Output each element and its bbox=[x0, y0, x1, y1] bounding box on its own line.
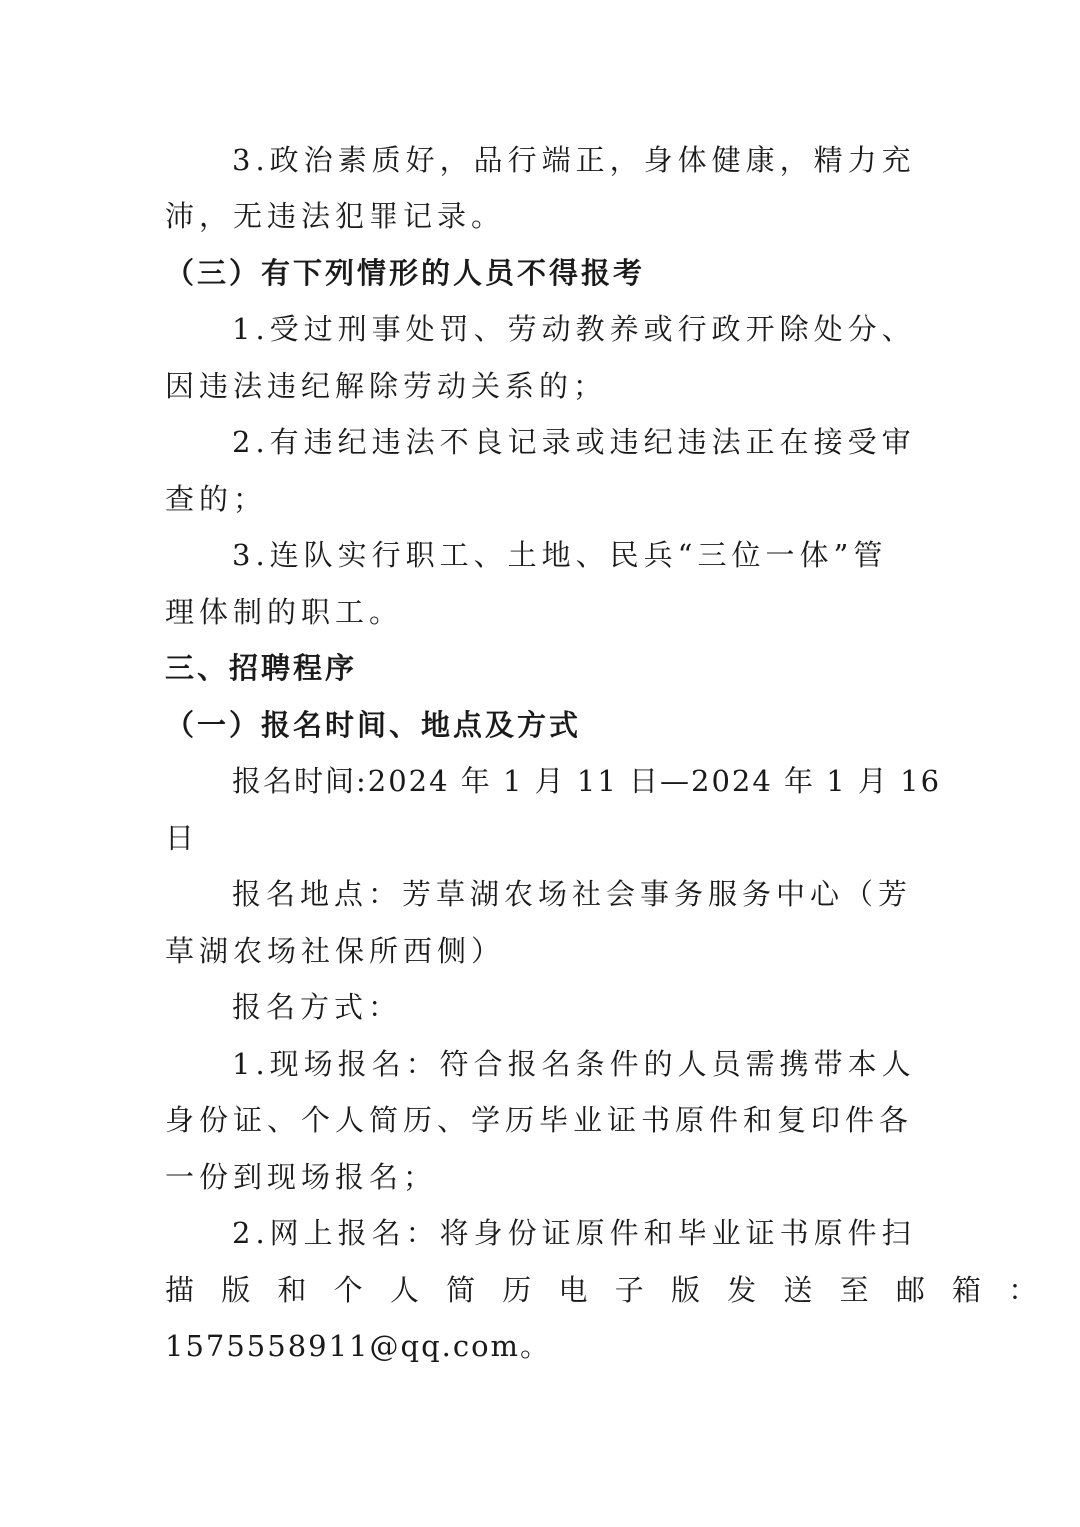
text-line: 3.政治素质好，品行端正，身体健康，精力充 bbox=[232, 143, 916, 177]
text-line: 2.网上报名：将身份证原件和毕业证书原件扫 bbox=[232, 1216, 916, 1250]
section-subheading: （一）报名时间、地点及方式 bbox=[165, 708, 582, 742]
text-line: 草湖农场社保所西侧） bbox=[165, 934, 506, 968]
text-line: 描 版 和 个 人 简 历 电 子 版 发 送 至 邮 箱 ： bbox=[165, 1273, 1047, 1307]
section-heading: 三、招聘程序 bbox=[165, 651, 358, 685]
text-line: 2.有违纪违法不良记录或违纪违法正在接受审 bbox=[232, 425, 916, 459]
text-line: 身份证、个人简历、学历毕业证书原件和复印件各 bbox=[165, 1103, 914, 1137]
email-address: 1575558911@qq.com。 bbox=[165, 1329, 552, 1363]
text-line: 报名方式： bbox=[232, 990, 403, 1024]
text-line: 一份到现场报名； bbox=[165, 1160, 438, 1194]
text-line: 报名地点：芳草湖农场社会事务服务中心（芳 bbox=[232, 877, 913, 911]
text-line: 日 bbox=[165, 821, 200, 855]
text-line: 沛，无违法犯罪记录。 bbox=[165, 199, 506, 233]
text-line: 1.受过刑事处罚、劳动教养或行政开除处分、 bbox=[232, 312, 916, 346]
text-line: 报名时间:2024 年 1 月 11 日—2024 年 1 月 16 bbox=[232, 764, 942, 798]
text-line: 1.现场报名：符合报名条件的人员需携带本人 bbox=[232, 1047, 916, 1081]
text-line: 理体制的职工。 bbox=[165, 595, 404, 629]
text-line: 查的； bbox=[165, 482, 268, 516]
section-subheading: （三）有下列情形的人员不得报考 bbox=[165, 256, 646, 290]
text-line: 3.连队实行职工、土地、民兵“三位一体”管 bbox=[232, 538, 888, 572]
text-line: 因违法违纪解除劳动关系的； bbox=[165, 369, 608, 403]
